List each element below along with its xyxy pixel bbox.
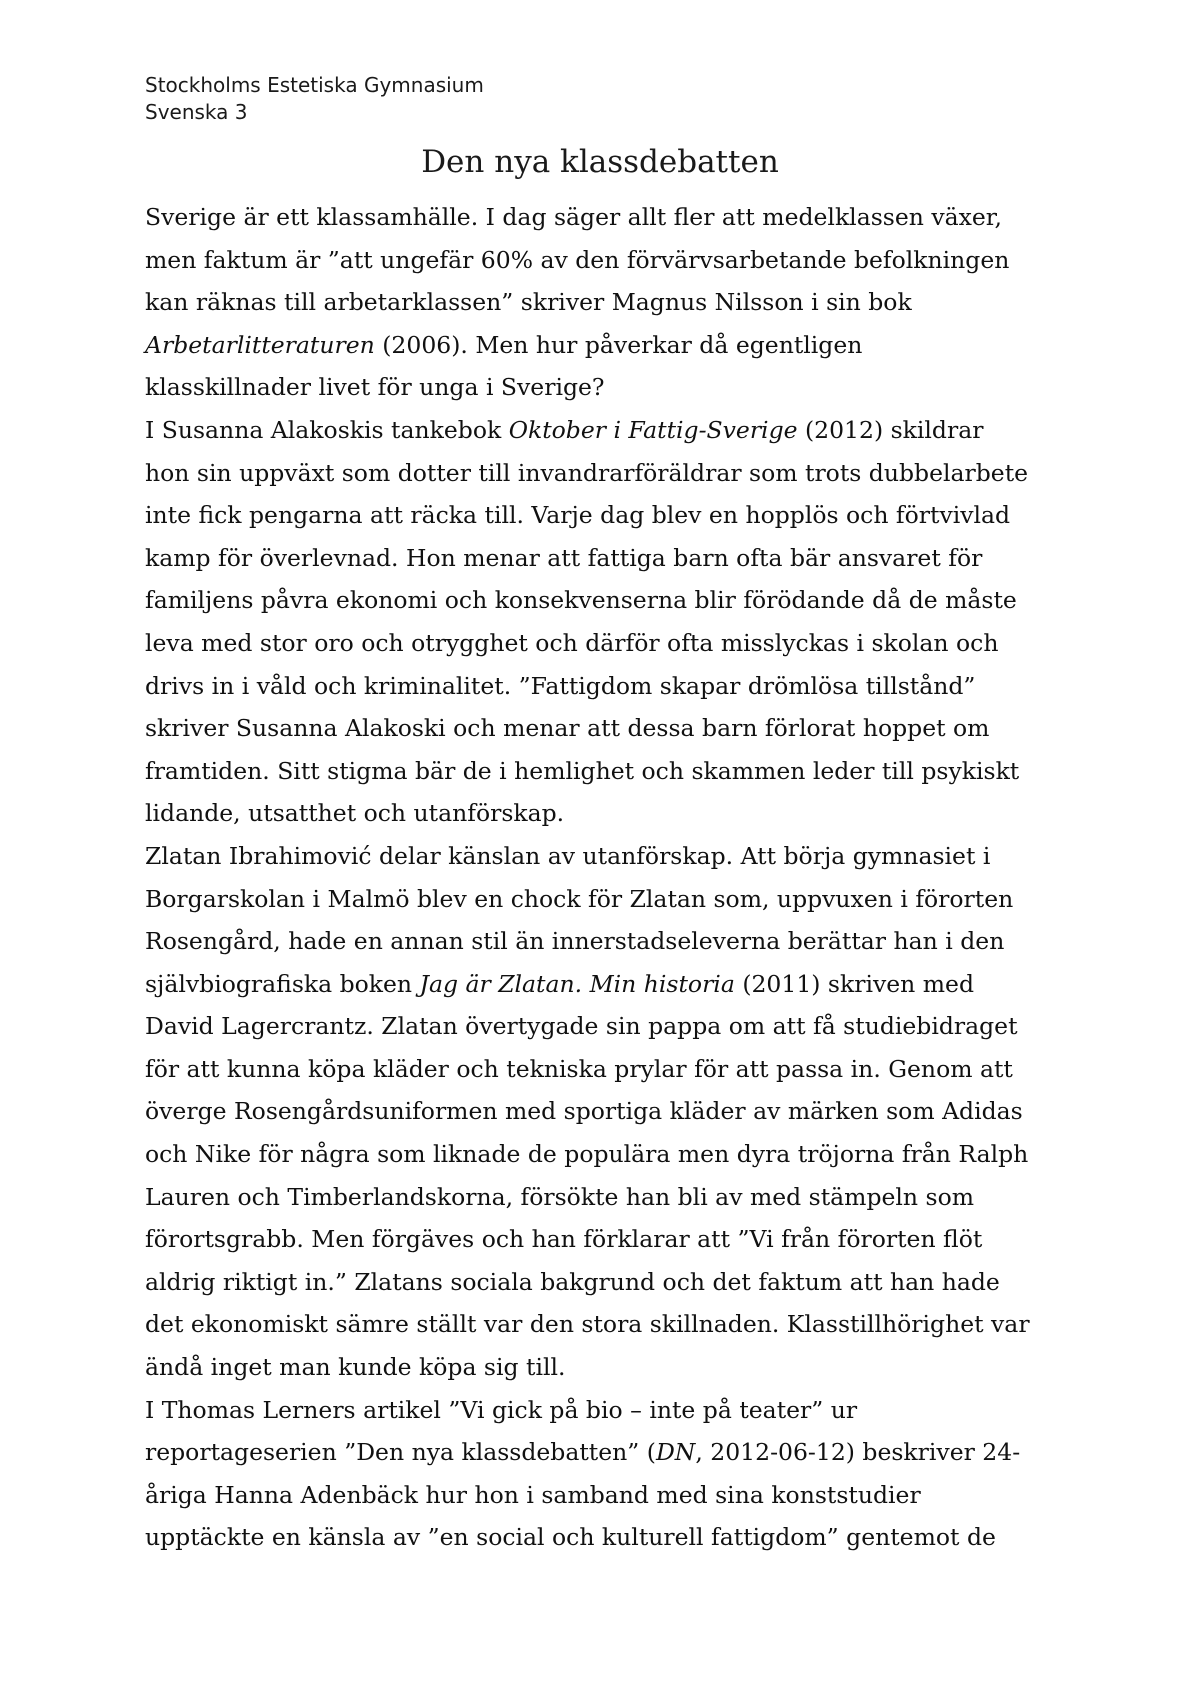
italic-title: Jag är Zlatan. Min historia (419, 969, 735, 998)
text-line (145, 1005, 1065, 1048)
text-line (145, 707, 1065, 750)
paragraph-lerner (145, 1389, 1065, 1559)
text-run: familjens påvra ekonomi och konsekvenserna blir förödande då de måste (145, 586, 1017, 615)
document-header (145, 72, 484, 126)
text-run: (2012) skildrar (797, 415, 984, 444)
text-line (145, 281, 1065, 324)
paragraph-alakoski (145, 409, 1065, 835)
text-run: drivs in i våld och kriminalitet. ”Fattigdom skapar drömlösa tillstånd” (145, 671, 976, 700)
text-line (145, 1048, 1065, 1091)
text-run: (2006). Men hur påverkar då egentligen (374, 330, 863, 359)
text-line (145, 750, 1065, 793)
text-line (145, 665, 1065, 708)
text-run: åriga Hanna Adenbäck hur hon i samband med sina konststudier (145, 1480, 921, 1509)
text-line (145, 1218, 1065, 1261)
text-run: (2011) skriven med (734, 969, 974, 998)
text-line (145, 196, 1065, 239)
text-run: Rosengård, hade en annan stil än innerstadseleverna berättar han i den (145, 927, 1005, 956)
text-run: Sverige är ett klassamhälle. I dag säger allt fler att medelklassen växer, (145, 203, 1002, 231)
text-run: klasskillnader livet för unga i Sverige? (145, 373, 605, 402)
text-line (145, 366, 1065, 409)
text-run: Borgarskolan i Malmö blev en chock för Zlatan som, uppvuxen i förorten (145, 884, 1014, 913)
italic-title: Oktober i Fattig-Sverige (508, 415, 798, 444)
text-run: det ekonomiskt sämre ställt var den stora skillnaden. Klasstillhörighet var (145, 1310, 1030, 1339)
school-name: Stockholms Estetiska Gymnasium (145, 73, 484, 97)
text-line (145, 792, 1065, 835)
text-run: David Lagercrantz. Zlatan övertygade sin pappa om att få studiebidraget (145, 1012, 1018, 1041)
text-run: förortsgrabb. Men förgäves och han förklarar att ”Vi från förorten flöt (145, 1225, 983, 1254)
text-line (145, 494, 1065, 537)
text-run: lidande, utsatthet och utanförskap. (145, 799, 565, 828)
document-title: Den nya klassdebatten (421, 144, 779, 180)
text-run: leva med stor oro och otrygghet och därför ofta misslyckas i skolan och (145, 628, 999, 657)
italic-title: Arbetarlitteraturen (145, 330, 375, 359)
text-run: överge Rosengårdsuniformen med sportiga kläder av märken som Adidas (145, 1097, 1023, 1126)
text-line (145, 1090, 1065, 1133)
text-run: kamp för överlevnad. Hon menar att fattiga barn ofta bär ansvaret för (145, 543, 983, 572)
text-run: Zlatan Ibrahimović delar känslan av utanförskap. Att börja gymnasiet i (145, 841, 991, 870)
text-run: I Thomas Lerners artikel ”Vi gick på bio – inte på teater” ur (145, 1395, 858, 1424)
text-line (145, 409, 1065, 452)
document-body (145, 196, 1065, 1559)
text-line (145, 1516, 1065, 1559)
paragraph-intro (145, 196, 1065, 409)
text-run: inte fick pengarna att räcka till. Varje dag blev en hopplös och förtvivlad (145, 501, 1011, 530)
italic-title: DN (655, 1438, 696, 1467)
text-line (145, 835, 1065, 878)
text-line (145, 1346, 1065, 1389)
text-run: och Nike för några som liknade de populära men dyra tröjorna från Ralph (145, 1140, 1029, 1169)
text-line (145, 1303, 1065, 1346)
text-line (145, 622, 1065, 665)
text-run: , 2012-06-12) beskriver 24- (695, 1438, 1021, 1467)
text-line (145, 1474, 1065, 1517)
text-run: kan räknas till arbetarklassen” skriver Magnus Nilsson i sin bok (145, 288, 912, 317)
text-line (145, 920, 1065, 963)
text-run: Lauren och Timberlandskorna, försökte han bli av med stämpeln som (145, 1182, 975, 1211)
paragraph-zlatan (145, 835, 1065, 1389)
text-line (145, 537, 1065, 580)
text-line (145, 1133, 1065, 1176)
text-run: reportageserien ”Den nya klassdebatten” ( (145, 1438, 656, 1467)
text-line (145, 963, 1065, 1006)
text-line (145, 579, 1065, 622)
text-run: skriver Susanna Alakoski och menar att dessa barn förlorat hoppet om (145, 714, 990, 743)
text-line (145, 1389, 1065, 1432)
course-name: Svenska 3 (145, 100, 248, 124)
text-run: aldrig riktigt in.” Zlatans sociala bakgrund och det faktum att han hade (145, 1267, 1000, 1296)
text-line (145, 1431, 1065, 1474)
text-line (145, 1176, 1065, 1219)
text-line (145, 878, 1065, 921)
text-run: upptäckte en känsla av ”en social och kulturell fattigdom” gentemot de (145, 1523, 996, 1552)
text-line (145, 324, 1065, 367)
text-line (145, 239, 1065, 282)
text-run: för att kunna köpa kläder och tekniska prylar för att passa in. Genom att (145, 1054, 1013, 1083)
text-run: hon sin uppväxt som dotter till invandrarföräldrar som trots dubbelarbete (145, 458, 1029, 487)
text-line (145, 452, 1065, 495)
text-run: framtiden. Sitt stigma bär de i hemlighet och skammen leder till psykiskt (145, 756, 1020, 785)
text-run: självbiografiska boken (145, 969, 420, 998)
text-line (145, 1261, 1065, 1304)
text-run: I Susanna Alakoskis tankebok (145, 415, 509, 444)
text-run: men faktum är ”att ungefär 60% av den förvärvsarbetande befolkningen (145, 245, 1010, 274)
text-run: ändå inget man kunde köpa sig till. (145, 1353, 566, 1382)
